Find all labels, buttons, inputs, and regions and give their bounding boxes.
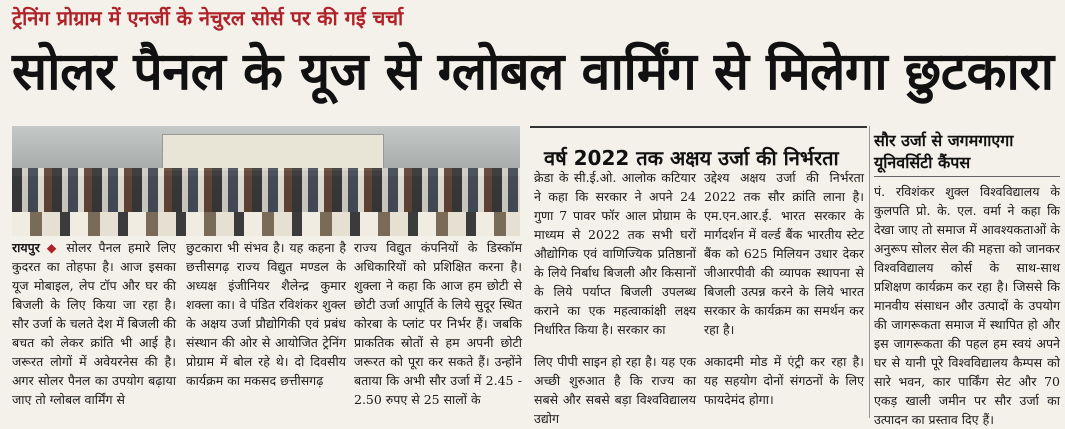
main-headline: सोलर पैनल के यूज से ग्लोबल वार्मिंग से मिलेगा छुटकारा: [12, 42, 1054, 102]
inset-bottom-text-2: अकादमी मोड में एंट्री कर रहा है। यह सहयोग दोनों संगठनों के लिए फायदेमंद होगा।: [704, 354, 864, 407]
body-text-3: राज्य विद्युत कंपनियों के डिस्कॉम अधिकारियों को प्रशिक्षित करना है। शुक्ला ने कहा कि आज हम छोटी से छोटी उर्जा आपूर्ति के लिये सुदूर स्थित कोरबा के प्लांट पर निर्भर हैं। जबकि प्राकतिक स्रोतों से हम अपनी छोटी जरूरत को पूरा कर सकते हैं। उन्होंने बताया कि अभी सौर उर्जा में 2.45 - 2.50 रुपए से 25 सालों के: [354, 240, 522, 407]
photo-banner: [162, 134, 384, 172]
inset-text-2: उद्देश्य अक्षय उर्जा की निर्भरता 2022 तक सौर क्रांति लाना है। एम.एन.आर.ई. भारत सरकार के मार्गदर्शन में वर्ल्ड बैंक भारतीय स्टेट बैंक को 625 मिलियन उधार देकर जीआरपीवी की व्यापक स्थापना से बिजली उत्पन्न करने के लिये भारत सरकार के कार्यक्रम का समर्थन कर रहा है।: [704, 170, 864, 337]
news-photo: [12, 126, 520, 236]
inset-text-1: क्रेडा के सी.ई.ओ. आलोक कटियार ने कहा कि सरकार ने अपने 24 गुणा 7 पावर फॉर आल प्रोग्राम के माध्यम से 2022 तक सभी घरों औद्योगिक एवं वाणिज्यिक प्रतिष्ठानों के लिये निर्बाध बिजली और किसानों के लिये पर्याप्त बिजली उपलब्ध कराने का एक महत्वाकांक्षी लक्ष्य निर्धारित किया है। सरकार का: [534, 170, 696, 337]
body-text-1: सोलर पैनल हमारे लिए कुदरत का तोहफा है। आज इसका यूज मोबाइल, लेप टॉप और घर की बिजली के लिए किया जा रहा है। सौर उर्जा के चलते देश में बिजली की बचत को लेकर क्रांति भी आई है। जरूरत लोगों में अवेयरनेस की है। अगर सोलर पैनल का उपयोग बढ़ाया जाए तो ग्लोबल वार्मिंग से: [12, 240, 176, 407]
body-text-2: छुटकारा भी संभव है। यह कहना है छत्तीसगढ़ राज्य विद्युत मण्डल के अध्यक्ष इंजीनियर शैलेन्द्र कुमार शक्ला का। वे पंडित रविशंकर शुक्ल के अक्षय उर्जा प्रौद्योगिकी एवं प्रबंध संस्थान की ओर से आयोजित ट्रेनिंग प्रोग्राम में बोल रहे थे। दो दिवसीय कार्यक्रम का मकसद छत्तीसगढ़: [186, 240, 346, 388]
photo-front-row: [12, 212, 520, 236]
inset-title: वर्ष 2022 तक अक्षय उर्जा की निर्भरता: [544, 146, 839, 170]
sidebar-divider: [874, 176, 1060, 177]
inset-bottom-2: [704, 352, 864, 409]
body-column-3: [354, 238, 522, 409]
inset-column-2: [704, 168, 864, 339]
inset-bottom-text-1: लिए पीपी साइन हो रहा है। यह एक अच्छी शुरुआत है कि राज्य का सबसे और सबसे बड़ा विश्वविद्यालय उद्योग: [534, 354, 696, 426]
body-column-2: [186, 238, 346, 390]
sidebar-text: पं. रविशंकर शुक्ल विश्वविद्यालय के कुलपति प्रो. के. एल. वर्मा ने कहा कि देखा जाए तो समाज में आवश्यकताओं के अनुरूप सोलर सेल की महत्ता को जानकर विश्वविद्यालय कोर्स के साथ-साथ प्रशिक्षण कार्यक्रम कर रहा है। जिससे कि मानवीय संसाधन और उत्पादों के उपयोग की जागरूकता समाज में स्थापित हो और इस जागरूकता की पहल हम स्वयं अपने घर से यानी पूरे विश्वविद्यालय कैम्पस को सारे भवन, कार पार्किंग सेट और 70 एकड़ खाली जमीन पर सौर उर्जा का उत्पादन का प्रस्ताव दिए हैं।: [874, 184, 1060, 427]
sidebar-title: सौर उर्जा से जगमगाएगा यूनिवर्सिटी कैंपस: [874, 131, 1014, 172]
column-divider: [869, 126, 870, 418]
inset-bottom-1: [534, 352, 696, 428]
body-column-1: [12, 238, 176, 409]
dateline-diamond-icon: ◆: [46, 240, 60, 255]
dateline-place: रायपुर: [12, 240, 40, 255]
kicker-headline: ट्रेनिंग प्रोग्राम में एनर्जी के नेचुरल सोर्स पर की गई चर्चा: [12, 6, 404, 30]
sidebar-column: [874, 182, 1060, 429]
inset-column-1: [534, 168, 696, 339]
